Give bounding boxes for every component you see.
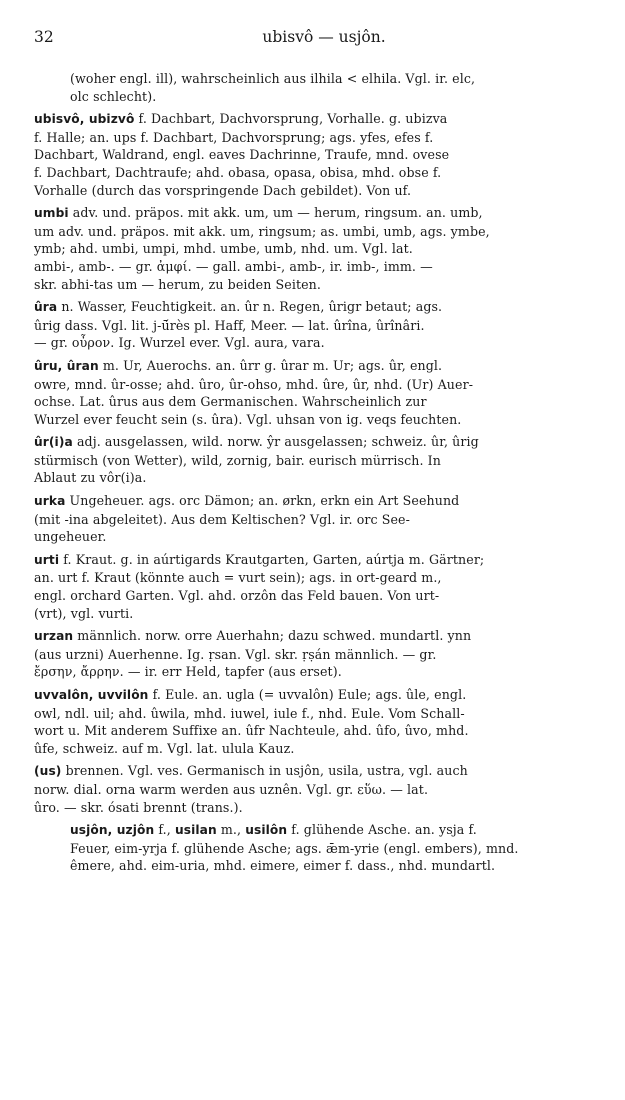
entry-line: uvvalôn, uvvilôn f. Eule. an. ugla (= uvvalôn) Eule; ags. ûle, engl. bbox=[34, 687, 467, 702]
entry-line: usjôn, uzjôn f., usilan m., usilôn f. glühende Asche. an. ysja f. bbox=[70, 822, 477, 838]
entry-line: ûr(i)a adj. ausgelassen, wild. norw. ŷr ausgelassen; schweiz. ûr, ûrig bbox=[34, 434, 479, 450]
entry-line: ambi-, amb-. — gr. ἀμφί. — gall. ambi-, amb-, ir. imb-, imm. — bbox=[34, 258, 433, 274]
entry-line: urzan männlich. norw. orre Auerhahn; dazu schwed. mundartl. ynn bbox=[34, 628, 472, 644]
headword: urka bbox=[34, 494, 66, 509]
headword: urzan bbox=[34, 629, 74, 644]
dictionary-entry bbox=[34, 357, 614, 428]
entry-line: umbi adv. und. präpos. mit akk. um, um — herum, ringsum. an. umb, bbox=[34, 205, 483, 221]
dictionary-page bbox=[34, 28, 614, 880]
entry-line: Ablaut zu vôr(i)a. bbox=[34, 470, 147, 486]
entry-line: um adv. und. präpos. mit akk. um, ringsum; as. umbi, umb, ags. ymbe, bbox=[34, 223, 490, 239]
entry-line: ubisvô, ubizvô f. Dachbart, Dachvorsprung, Vorhalle. g. ubizva bbox=[34, 111, 448, 127]
headword: umbi bbox=[34, 206, 69, 221]
sub-headword: usilôn bbox=[245, 823, 288, 838]
entry-line: urti f. Kraut. g. in aúrtigards Krautgarten, Garten, aúrtja m. Gärtner; bbox=[34, 551, 485, 567]
dictionary-entry bbox=[34, 762, 614, 816]
headword: (us) bbox=[34, 764, 62, 779]
entry-line: ûfe, schweiz. auf m. Vgl. lat. ulula Kauz. bbox=[34, 740, 295, 756]
sub-headword: usilan bbox=[174, 823, 217, 838]
entry-line: ungeheuer. bbox=[34, 529, 107, 545]
running-head bbox=[34, 28, 614, 58]
entry-line: an. urt f. Kraut (könnte auch = vurt sein); ags. in ort-geard m., bbox=[34, 570, 442, 586]
headword: ûr(i)a bbox=[34, 435, 73, 450]
page-heading: ubisvô — usjôn. bbox=[262, 28, 386, 46]
entry-line: Dachbart, Waldrand, engl. eaves Dachrinne, Traufe, mnd. ovese bbox=[34, 147, 450, 163]
entry-line: owl, ndl. uil; ahd. ûwila, mhd. iuwel, iule f., nhd. Eule. Vom Schall- bbox=[34, 705, 465, 721]
dictionary-entry bbox=[34, 70, 614, 105]
entry-line: Feuer, eim-yrja f. glühende Asche; ags. ǣm-yrie (engl. embers), mnd. bbox=[70, 840, 519, 856]
entry-line: ochse. Lat. ûrus aus dem Germanischen. Wahrscheinlich zur bbox=[34, 394, 427, 410]
entry-line: stürmisch (von Wetter), wild, zornig, bair. eurisch mürrisch. In bbox=[34, 452, 441, 468]
entry-line: ûro. — skr. ósati brennt (trans.). bbox=[34, 799, 243, 815]
dictionary-entry bbox=[34, 204, 614, 293]
dictionary-entry bbox=[34, 110, 614, 199]
headword: ûru, ûran bbox=[34, 358, 99, 373]
headword: ubisvô, ubizvô bbox=[34, 112, 135, 127]
entry-line: ymb; ahd. umbi, umpi, mhd. umbe, umb, nhd. um. Vgl. lat. bbox=[34, 241, 413, 257]
entry-line: olc schlecht). bbox=[70, 88, 157, 104]
headword: ûra bbox=[34, 300, 58, 315]
entry-line: Vorhalle (durch das vorspringende Dach gebildet). Von uf. bbox=[34, 182, 412, 198]
entry-line: (us) brennen. Vgl. ves. Germanisch in usjôn, usila, ustra, vgl. auch bbox=[34, 763, 468, 779]
entry-line: urka Ungeheuer. ags. orc Dämon; an. ørkn, erkn ein Art Seehund bbox=[34, 493, 460, 509]
dictionary-entry bbox=[34, 627, 614, 681]
entry-line: norw. dial. orna warm werden aus uznên. Vgl. gr. εὕω. — lat. bbox=[34, 781, 429, 797]
dictionary-entry bbox=[34, 686, 614, 757]
entry-line: (aus urzni) Auerhenne. Ig. ṛsan. Vgl. skr. ṛṣán männlich. — gr. bbox=[34, 646, 437, 662]
entry-line: owre, mnd. ûr-osse; ahd. ûro, ûr-ohso, mhd. ûre, ûr, nhd. (Ur) Auer- bbox=[34, 376, 474, 392]
headword: uvvalôn, uvvilôn bbox=[34, 688, 149, 702]
dictionary-entry bbox=[34, 821, 614, 875]
entry-line: wort u. Mit anderem Suffixe an. ûfr Nachteule, ahd. ûfo, ûvo, mhd. bbox=[34, 723, 469, 739]
dictionary-entry bbox=[34, 298, 614, 352]
entry-line: ἔρσην, ἄρρην. — ir. err Held, tapfer (aus erset). bbox=[34, 664, 342, 680]
entry-line: (vrt), vgl. vurti. bbox=[34, 605, 134, 621]
entry-line: ûrig dass. Vgl. lit. j-ū́rès pl. Haff, Meer. — lat. ûrîna, ûrînâri. bbox=[34, 317, 425, 333]
dictionary-entry bbox=[34, 551, 614, 622]
entry-line: engl. orchard Garten. Vgl. ahd. orzôn das Feld bauen. Von urt- bbox=[34, 588, 440, 604]
page-number: 32 bbox=[34, 28, 54, 46]
entry-line: f. Dachbart, Dachtraufe; ahd. obasa, opasa, obisa, mhd. obse f. bbox=[34, 164, 442, 180]
headword: usjôn, uzjôn bbox=[70, 823, 155, 838]
dictionary-entry bbox=[34, 492, 614, 546]
entry-line: skr. abhi-tas um — herum, zu beiden Seiten. bbox=[34, 276, 321, 292]
headword: urti bbox=[34, 552, 60, 567]
entry-line: f. Halle; an. ups f. Dachbart, Dachvorsprung; ags. yfes, efes f. bbox=[34, 129, 434, 145]
entry-line: (mit -ina abgeleitet). Aus dem Keltischen? Vgl. ir. orc See- bbox=[34, 511, 410, 527]
entry-line: — gr. οὖρον. Ig. Wurzel ever. Vgl. aura, vara. bbox=[34, 335, 325, 351]
entry-line: (woher engl. ill), wahrscheinlich aus ilhila < elhila. Vgl. ir. elc, bbox=[70, 71, 476, 86]
entry-line: ûru, ûran m. Ur, Auerochs. an. ûrr g. ûrar m. Ur; ags. ûr, engl. bbox=[34, 357, 443, 373]
entry-line: Wurzel ever feucht sein (s. ûra). Vgl. uhsan von ig. veqs feuchten. bbox=[34, 411, 462, 427]
entry-line: êmere, ahd. eim-uria, mhd. eimere, eimer f. dass., nhd. mundartl. bbox=[70, 858, 496, 874]
dictionary-entries bbox=[34, 70, 614, 875]
entry-line: ûra n. Wasser, Feuchtigkeit. an. ûr n. Regen, ûrigr betaut; ags. bbox=[34, 299, 443, 315]
dictionary-entry bbox=[34, 433, 614, 487]
